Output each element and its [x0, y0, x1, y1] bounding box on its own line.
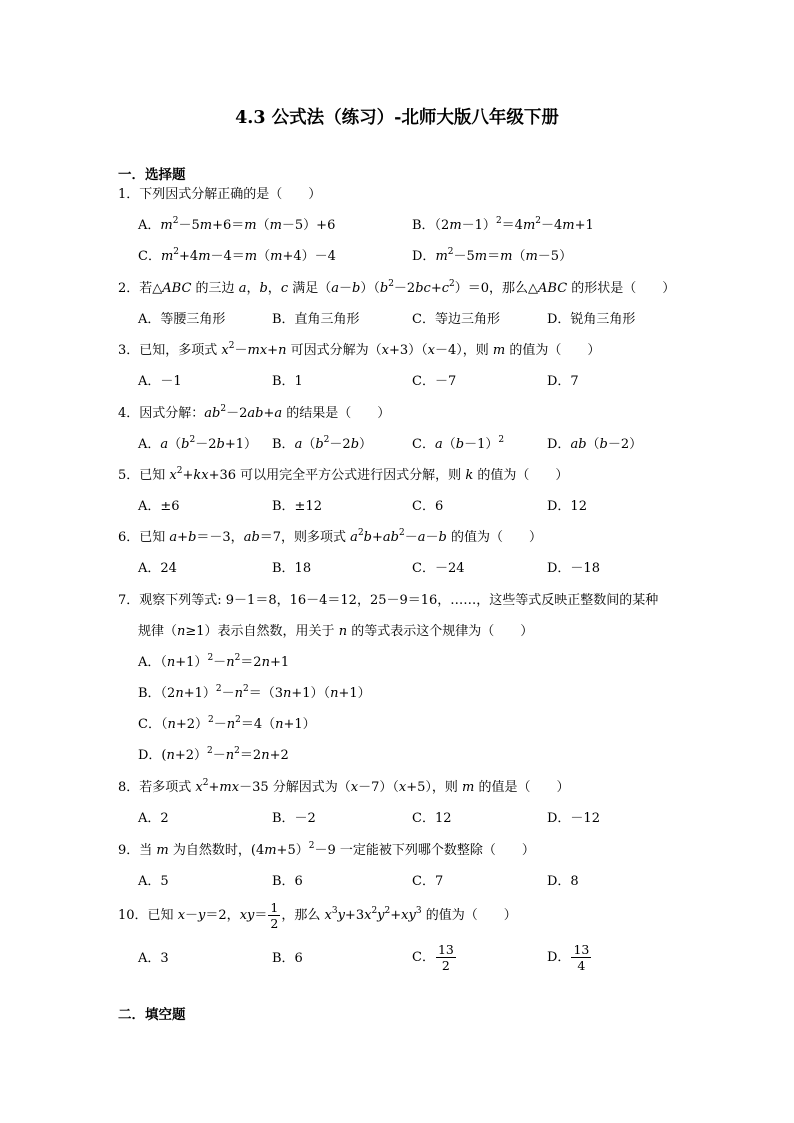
- q2-option-a[interactable]: A．等腰三角形: [138, 312, 226, 327]
- question-2-options: [138, 311, 658, 329]
- q5-option-a[interactable]: A．±6: [138, 499, 180, 514]
- q2-option-c[interactable]: C．等边三角形: [412, 312, 500, 327]
- question-1-options: [138, 217, 658, 235]
- q6-option-c[interactable]: C．－24: [412, 561, 465, 576]
- q8-option-c[interactable]: C．12: [412, 811, 452, 826]
- q1-option-c[interactable]: C．$m^2+4m-4=m(m+4)-4$: [138, 247, 336, 264]
- q10-option-d[interactable]: D． $\frac{13}{4}$: [547, 942, 590, 973]
- question-8-stem: 8．若多项式 $x^2+mx-35$ 分解因式为（x－7）（x+5），则 m 的值是（ ）: [118, 778, 570, 795]
- question-3-stem: 3．已知，多项式 $x^2-mx+n$ 可因式分解为（x+3）（x－4），则 m 的值为（ ）: [118, 341, 601, 358]
- question-3-options: [138, 373, 658, 391]
- q1-option-d[interactable]: D．$m^2-5m=m(m-5)$: [412, 247, 573, 264]
- q7-option-b[interactable]: B．$(2n+1)^2-n^2=(3n+1)(n+1)$: [138, 684, 371, 701]
- question-4-options: [138, 436, 658, 454]
- q6-option-b[interactable]: B．18: [272, 561, 312, 576]
- question-9-options: [138, 873, 658, 891]
- question-5-stem: 5．已知 $x^2+kx+36$ 可以用完全平方公式进行因式分解，则 k 的值为（ ）: [118, 466, 569, 483]
- question-7-stem-line1: 7．观察下列等式: 9－1＝8，16－4＝12，25－9＝16，……，这些等式反映正整数间的某种: [118, 593, 659, 608]
- question-5-options: [138, 498, 658, 516]
- fraction-one-half: $\frac{1}{2}$: [270, 900, 279, 931]
- q8-option-a[interactable]: A．2: [138, 811, 169, 826]
- question-9-stem: 9．当 m 为自然数时，(4m+5）$^2$－9 一定能被下列哪个数整除（ ）: [118, 841, 535, 858]
- question-4-stem: 4．因式分解：$ab^2-2ab+a$ 的结果是（ ）: [118, 404, 391, 421]
- q10-option-a[interactable]: A．3: [138, 951, 169, 966]
- q3-option-a[interactable]: A．－1: [138, 374, 182, 389]
- question-1-stem: 1．下列因式分解正确的是（ ）: [118, 187, 322, 202]
- q7-option-d[interactable]: D．$(n+2)^2-n^2=2n+2$: [138, 746, 289, 763]
- section-heading-choice: 一．选择题: [118, 167, 186, 183]
- q7-option-c[interactable]: C．$(n+2)^2-n^2=4(n+1)$: [138, 715, 316, 732]
- q1-option-b[interactable]: B．$(2m-1)^2=4m^2-4m+1$: [412, 216, 594, 233]
- question-6-options: [138, 560, 658, 578]
- q9-option-a[interactable]: A．5: [138, 874, 169, 889]
- q5-option-b[interactable]: B．±12: [272, 499, 322, 514]
- page-title: 4.3 公式法（练习）-北师大版八年级下册: [235, 108, 559, 128]
- question-10-options: [138, 942, 658, 976]
- q9-option-d[interactable]: D．8: [547, 874, 579, 889]
- q3-option-d[interactable]: D．7: [547, 374, 579, 389]
- question-2-stem: 2．若△ABC 的三边 a，b，c 满足$(a-b)(b^2-2bc+c^2)=0$，那么△ABC 的形状是（ ）: [118, 279, 676, 296]
- q10-option-b[interactable]: B．6: [272, 951, 303, 966]
- q9-option-b[interactable]: B．6: [272, 874, 303, 889]
- q6-option-a[interactable]: A．24: [138, 561, 177, 576]
- q2-option-b[interactable]: B．直角三角形: [272, 312, 360, 327]
- q1-option-a[interactable]: A．$m^2-5m+6=m(m-5)+6$: [138, 216, 336, 233]
- q4-option-c[interactable]: C．$a(b-1)^2$: [412, 435, 505, 452]
- q4-option-b[interactable]: B．$a(b^2-2b)$: [272, 435, 373, 452]
- q8-option-b[interactable]: B．－2: [272, 811, 316, 826]
- q2-option-d[interactable]: D．锐角三角形: [547, 312, 636, 327]
- q6-option-d[interactable]: D．－18: [547, 561, 600, 576]
- q10-option-c[interactable]: C． $\frac{13}{2}$: [412, 942, 454, 973]
- question-8-options: [138, 810, 658, 828]
- q7-option-a[interactable]: A．$(n+1)^2-n^2=2n+1$: [138, 653, 290, 670]
- question-7-stem-line2: 规律（n≥1）表示自然数，用关于 n 的等式表示这个规律为（ ）: [138, 624, 534, 639]
- question-6-stem: 6．已知 a+b＝－3，ab＝7，则多项式 $a^2b+ab^2-a-b$ 的值为（ ）: [118, 528, 542, 545]
- q8-option-d[interactable]: D．－12: [547, 811, 600, 826]
- q5-option-c[interactable]: C．6: [412, 499, 444, 514]
- q3-option-c[interactable]: C．－7: [412, 374, 457, 389]
- section-heading-fill-blank: 二．填空题: [118, 1007, 186, 1023]
- question-1-options-2: [138, 248, 658, 266]
- q5-option-d[interactable]: D．12: [547, 499, 587, 514]
- q4-option-a[interactable]: A．$a(b^2-2b+1)$: [138, 435, 258, 452]
- q4-option-d[interactable]: D．ab（b－2）: [547, 437, 643, 452]
- question-10-stem: 10．已知 x－y＝2，xy＝ $\frac{1}{2}$ ，那么 $x^3y+3x^2y^2+xy^3$ 的值为（ ）: [118, 900, 517, 931]
- q9-option-c[interactable]: C．7: [412, 874, 444, 889]
- q3-option-b[interactable]: B．1: [272, 374, 303, 389]
